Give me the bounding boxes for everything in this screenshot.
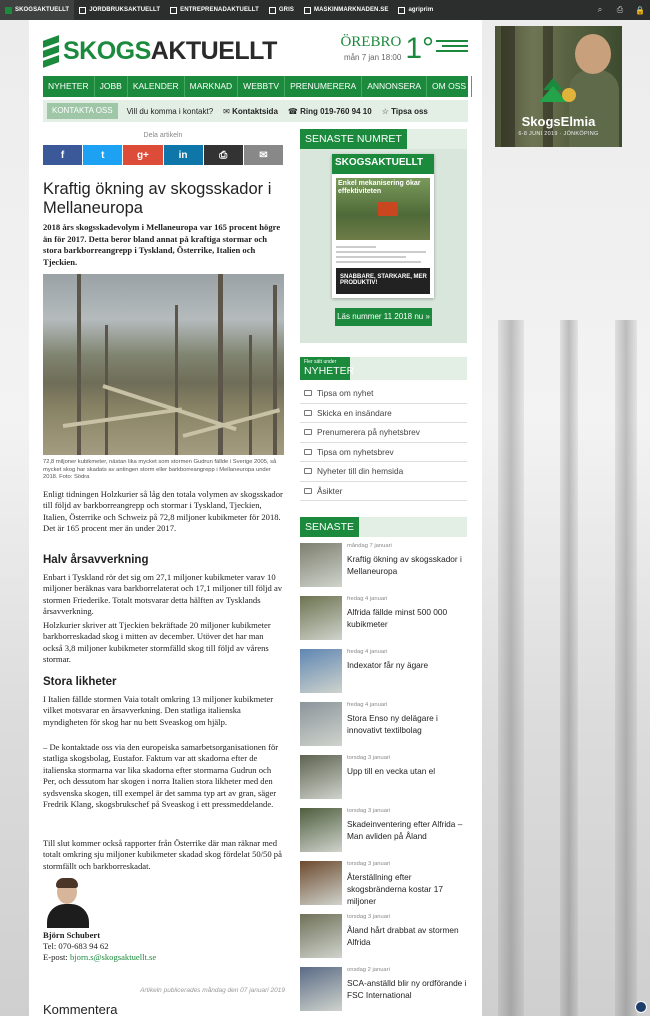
latest-news-header: SENASTE: [300, 517, 467, 537]
latest-news-item[interactable]: [300, 596, 467, 640]
sidebar-link[interactable]: Skicka en insändare: [300, 404, 467, 424]
network-link-5[interactable]: agriprim: [393, 0, 438, 20]
site-logo-icon: [5, 7, 12, 14]
article-subheading: Halv årsavverkning: [43, 554, 149, 566]
nav-item-5[interactable]: PRENUMERERA: [285, 76, 362, 97]
news-date: torsdag 3 januari: [347, 861, 391, 867]
share-linkedin-button[interactable]: in: [164, 145, 203, 165]
tip-link[interactable]: ☆ Tipsa oss: [381, 106, 428, 116]
news-thumbnail: [300, 755, 342, 799]
share-google-plus-button[interactable]: g+: [123, 145, 162, 165]
network-topbar: [0, 0, 650, 20]
sidebar-link[interactable]: Tipsa om nyhetsbrev: [300, 443, 467, 463]
weather-widget: [340, 34, 468, 64]
folder-icon: [304, 390, 312, 396]
lock-icon[interactable]: 🔒: [635, 5, 645, 15]
ad-brand: SkogsElmia: [521, 114, 596, 129]
nav-item-6[interactable]: ANNONSERA: [362, 76, 427, 97]
folder-icon: [304, 488, 312, 494]
share-email-button[interactable]: ✉: [244, 145, 283, 165]
nav-item-3[interactable]: MARKNAD: [185, 76, 239, 97]
folder-icon: [304, 468, 312, 474]
latest-news-item[interactable]: [300, 755, 467, 799]
comments-heading: Kommentera: [43, 1002, 118, 1016]
background-tree: [498, 320, 524, 1016]
article-paragraph: Till slut kommer också rapporter från Österrike där man räknar med totalt omkring sju miljoner kubikmeter skadad skog fördelat 50/50 på stormfällt och barkborreskadat.: [43, 838, 282, 871]
folder-icon: [304, 429, 312, 435]
article-paragraph: Enligt tidningen Holzkurier så låg den totala volymen av skogsskador till följd av barkborreangrepp och stormar i Tyskland, Tjeckien, Italien, Österrike och Schweiz på 72,8 miljoner kubikmeter för 2018. Det är 165 procent mer än under 2017.: [43, 489, 283, 534]
accessibility-badge-icon[interactable]: [635, 1001, 647, 1013]
weather-temp: 1°: [405, 32, 434, 65]
background-tree: [560, 320, 578, 1016]
news-thumbnail: [300, 861, 342, 905]
weather-city: ÖREBRO: [340, 34, 402, 50]
skogselmia-ad[interactable]: [495, 26, 622, 147]
news-thumbnail: [300, 967, 342, 1011]
latest-news-item[interactable]: [300, 649, 467, 693]
published-date: Artikeln publicerades måndag den 07 januari 2019: [140, 987, 285, 994]
news-title: Alfrida fällde minst 500 000 kubikmeter: [347, 607, 448, 629]
network-link-2[interactable]: ENTREPRENADAKTUELLT: [165, 0, 264, 20]
folder-icon: [304, 410, 312, 416]
photo-caption: 72,8 miljoner kubikmeter, nästan lika mycket som stormen Gudrun fällde i Sverige 2005, så mycket skog har skadats av antingen storm eller barkborreangrepp i Mellaneuropa under 2018. Foto: Södra: [43, 459, 277, 480]
print-icon[interactable]: ⎙: [616, 5, 624, 14]
share-facebook-button[interactable]: f: [43, 145, 82, 165]
network-link-3[interactable]: GRIS: [264, 0, 299, 20]
contact-question: Vill du komma i kontakt?: [126, 106, 214, 116]
ad-date: 6-8 JUNI 2019 · JÖNKÖPING: [518, 131, 599, 137]
news-thumbnail: [300, 596, 342, 640]
article-photo: [43, 274, 284, 455]
folder-icon: [304, 449, 312, 455]
site-logo-icon: [304, 7, 311, 14]
news-thumbnail: [300, 702, 342, 746]
latest-news-item[interactable]: [300, 967, 467, 1011]
sidebar-link[interactable]: Nyheter till din hemsida: [300, 462, 467, 482]
news-title: Upp till en vecka utan el: [347, 766, 436, 776]
site-logo-icon: [170, 7, 177, 14]
latest-news-item[interactable]: [300, 914, 467, 958]
news-title: Återställning efter skogsbränderna kostar 17 miljoner: [347, 872, 443, 906]
nav-item-2[interactable]: KALENDER: [128, 76, 185, 97]
contact-bar: [43, 100, 468, 122]
nav-item-7[interactable]: OM OSS: [427, 76, 472, 97]
fog-icon: [436, 40, 468, 60]
share-buttons: [43, 145, 283, 165]
news-date: måndag 7 januari: [347, 543, 392, 549]
news-date: torsdag 3 januari: [347, 755, 391, 761]
news-date: onsdag 2 januari: [347, 967, 390, 973]
news-title: Kraftig ökning av skogsskador i Mellaneuropa: [347, 554, 462, 576]
author-phone: Tel: 070-683 94 62: [43, 941, 109, 951]
news-date: fredag 4 januari: [347, 596, 388, 602]
background-tree: [615, 320, 637, 1016]
sidebar-link[interactable]: Åsikter: [300, 482, 467, 502]
sidebar-link[interactable]: Tipsa om nyhet: [300, 384, 467, 404]
nav-item-4[interactable]: WEBBTV: [238, 76, 285, 97]
contact-tab[interactable]: KONTAKTA OSS: [47, 103, 118, 119]
network-link-4[interactable]: MASKINMARKNADEN.SE: [299, 0, 393, 20]
latest-news-item[interactable]: [300, 861, 467, 905]
article-lead: 2018 års skogsskadevolym i Mellaneuropa var 165 procent högre än för 2017. Detta beror bland annat på kraftiga stormar och stora barkborreangrepp i Tyskland, Österrike, Italien och Tjeckien.: [43, 222, 281, 267]
article-paragraph: I Italien fällde stormen Vaia totalt omkring 13 miljoner kubikmeter vilket motsvarar en årsavverkning. Den statliga italienska myndigheten för skog har nu bett Sveaskog om hjälp.: [43, 694, 274, 727]
network-link-0[interactable]: SKOGSAKTUELLT: [0, 0, 74, 20]
author-email: E-post: bjorn.s@skogsaktuellt.se: [43, 952, 157, 962]
article-paragraph: – De kontaktade oss via den europeiska samarbetsorganisationen för statliga skogsbolag, Eustafor. Faktum var att skadorna efter de italienska stormarna var lika skadorna efter stormarna Gudrun och Per, och dessutom har skogen i norra Italien stora likheter med den sydsvenska skogen, till exempel är det samma typ art av gran, säger Fredrik Klang, skogsbrukschef på Sveaskog i ett pressmeddelande.: [43, 742, 279, 810]
article-subheading: Stora likheter: [43, 676, 117, 688]
latest-issue-box: [300, 149, 467, 343]
cover-headline: Enkel mekanisering ökar effektiviteten: [338, 180, 421, 195]
author-photo: [43, 876, 93, 928]
more-news-header: Fler sätt under NYHETER: [300, 357, 467, 380]
share-print-button[interactable]: ⎙: [204, 145, 243, 165]
news-date: fredag 4 januari: [347, 649, 388, 655]
news-title: Skadeinventering efter Alfrida – Man avliden på Åland: [347, 819, 463, 841]
site-logo-icon: [79, 7, 86, 14]
news-title: Åland hårt drabbat av stormen Alfrida: [347, 925, 459, 947]
logo-mark-icon: [43, 34, 59, 68]
news-thumbnail: [300, 914, 342, 958]
phone-link[interactable]: ☎ Ring 019-760 94 10: [287, 106, 372, 116]
news-links-list: [300, 384, 467, 501]
site-logo[interactable]: [43, 34, 277, 68]
network-link-1[interactable]: JORDBRUKSAKTUELLT: [74, 0, 165, 20]
latest-news-item[interactable]: [300, 702, 467, 746]
news-thumbnail: [300, 649, 342, 693]
main-nav: [43, 76, 468, 97]
cover-ad-text: SNABBARE, STARKARE, MER PRODUKTIV!: [340, 274, 427, 286]
main-page: [29, 20, 482, 1016]
news-date: fredag 4 januari: [347, 702, 388, 708]
news-title: SCA-anställd blir ny ordförande i FSC International: [347, 978, 467, 1000]
news-date: torsdag 3 januari: [347, 808, 391, 814]
magazine-cover[interactable]: SKOGSAKTUELLT Enkel mekanisering ökar effektiviteten SNABBARE, STARKARE, MER PRODUKTIV!: [332, 154, 434, 298]
news-date: torsdag 3 januari: [347, 914, 391, 920]
latest-news-item[interactable]: [300, 543, 467, 587]
share-label: Dela artikeln: [143, 132, 183, 139]
news-thumbnail: [300, 543, 342, 587]
sidebar-link[interactable]: Prenumerera på nyhetsbrev: [300, 423, 467, 443]
news-title: Indexator får ny ägare: [347, 660, 429, 670]
share-twitter-button[interactable]: t: [83, 145, 122, 165]
author-name: Björn Schubert: [43, 930, 101, 940]
article-paragraph: Holzkurier skriver att Tjeckien bekräftade 20 miljoner kubikmeter barkborreskadad skog i mitten av december. Utöver det har man också 3,8 miljoner kubikmeter stormfälld skog till följd av vårens stormar.: [43, 620, 271, 665]
nav-item-0[interactable]: NYHETER: [43, 76, 95, 97]
latest-news-item[interactable]: [300, 808, 467, 852]
site-logo-icon: [269, 7, 276, 14]
read-issue-button[interactable]: Läs nummer 11 2018 nu »: [335, 308, 432, 326]
article-title: Kraftig ökning av skogsskador i Mellaneuropa: [43, 180, 272, 217]
spruce-logo-icon: [539, 78, 579, 108]
author-email-link[interactable]: bjorn.s@skogsaktuellt.se: [69, 952, 157, 962]
search-icon[interactable]: ⌕: [597, 5, 603, 14]
news-thumbnail: [300, 808, 342, 852]
news-title: Stora Enso ny delägare i innovativt textilbolag: [347, 713, 438, 735]
logo-text: SKOGSAKTUELLT: [63, 36, 277, 65]
latest-issue-header: SENASTE NUMRET: [300, 129, 467, 149]
weather-date: mån 7 jan 18:00: [343, 53, 402, 62]
site-logo-icon: [398, 7, 405, 14]
article-paragraph: Enbart i Tyskland rör det sig om 27,1 miljoner kubikmeter varav 10 miljoner beräknas vara barkborrelaterat och 17,1 miljoner till följd av stormen Friederike. Totalt motsvarar detta hälften av Tysklands årsavverkning.: [43, 572, 283, 617]
nav-item-1[interactable]: JOBB: [95, 76, 128, 97]
contact-page-link[interactable]: ✉ Kontaktsida: [223, 106, 278, 116]
